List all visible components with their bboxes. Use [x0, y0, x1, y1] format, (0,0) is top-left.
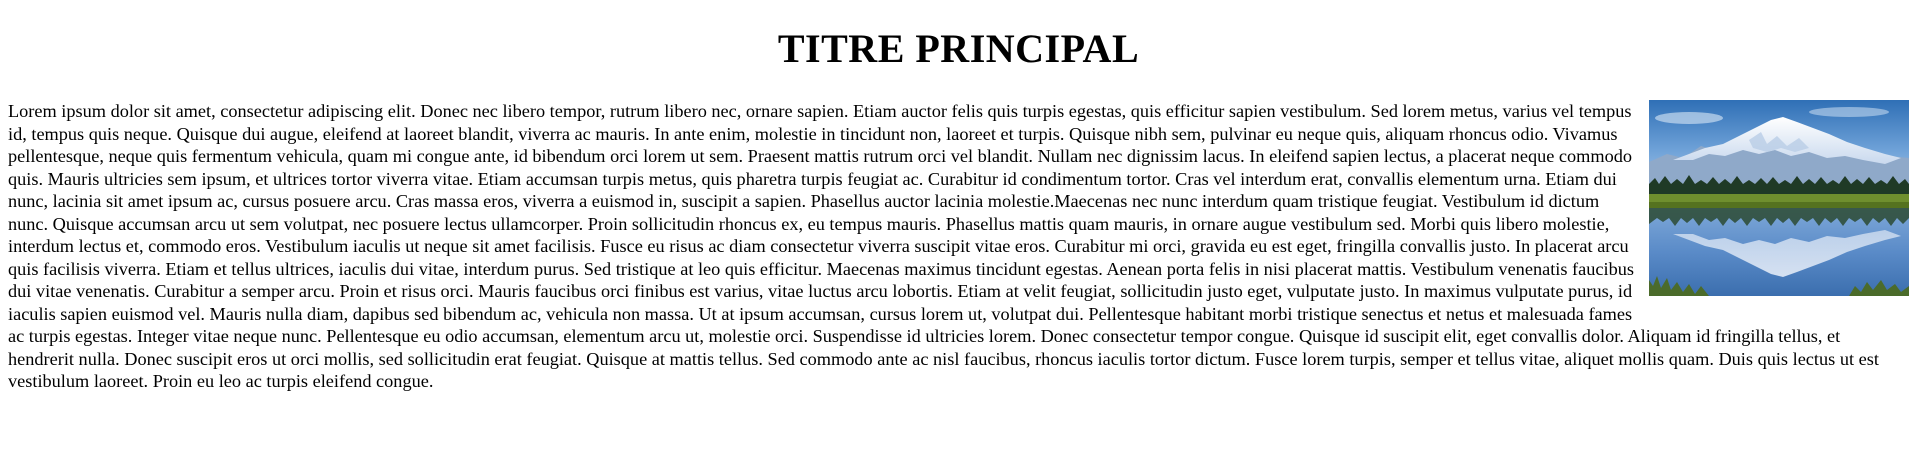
- main-content: [8, 100, 1909, 393]
- body-paragraph: Lorem ipsum dolor sit amet, consectetur adipiscing elit. Donec nec libero tempor, rutrum libero nec, ornare sapien. Etiam auctor felis quis turpis egestas, quis efficitur sapien vestibulum. Sed lorem metus, varius vel tempus id, tempus quis neque. Quisque dui augue, eleifend at laoreet blandit, viverra ac mauris. In ante enim, molestie in tincidunt non, laoreet et turpis. Quisque nibh sem, pulvinar eu neque quis, aliquam rhoncus odio. Vivamus pellentesque, neque quis fermentum vehicula, quam mi congue ante, id bibendum orci lorem ut sem. Praesent mattis rutrum orci vel blandit. Nullam nec dignissim lacus. In eleifend sapien lectus, a placerat neque commodo quis. Mauris ultricies sem ipsum, et ultrices tortor viverra vitae. Etiam accumsan turpis metus, quis pharetra turpis feugiat ac. Curabitur id condimentum tortor. Cras vel interdum erat, convallis elementum urna. Etiam dui nunc, lacinia sit amet ipsum ac, cursus posuere arcu. Cras massa eros, viverra a euismod in, suscipit a sapien. Phasellus auctor lacinia molestie.Maecenas nec nunc interdum quam tristique feugiat. Vestibulum id dictum nunc. Quisque accumsan arcu ut sem volutpat, nec posuere lectus ullamcorper. Proin sollicitudin rhoncus ex, eu tempus mauris. Phasellus mattis quam mauris, in ornare augue vestibulum sed. Morbi quis libero molestie, interdum lectus et, commodo eros. Vestibulum iaculis ut neque sit amet facilisis. Fusce eu risus ac diam consectetur viverra suscipit vitae eros. Curabitur mi orci, gravida eu est eget, fringilla convallis justo. In placerat arcu quis facilisis viverra. Etiam et tellus ultrices, iaculis dui vitae, interdum purus. Sed tristique at leo quis efficitur. Maecenas maximus tincidunt egestas. Aenean porta felis in nisi placerat mattis. Vestibulum venenatis faucibus dui vitae venenatis. Curabitur a semper arcu. Proin et risus orci. Mauris faucibus orci finibus est varius, vitae luctus arcu lobortis. Etiam at velit feugiat, sollicitudin justo eget, vulputate justo. In maximus vulputate purus, id iaculis sapien euismod vel. Mauris nulla diam, dapibus sed bibendum ac, vehicula non massa. Ut at ipsum accumsan, cursus lorem ut, volutpat dui. Pellentesque habitant morbi tristique senectus et netus et malesuada fames ac turpis egestas. Integer vitae neque nunc. Pellentesque eu odio accumsan, elementum arcu ut, molestie orci. Suspendisse id ultricies lorem. Donec consectetur tempor congue. Quisque id suscipit elit, eget convallis dolor. Aliquam id fringilla tellus, et hendrerit nulla. Donec suscipit eros ut orci mollis, sed sollicitudin erat feugiat. Quisque at mattis tellus. Sed commodo ante ac nisl faucibus, rhoncus iaculis tortor dictum. Fusce lorem turpis, semper et tellus vitae, aliquet mollis quam. Duis quis lectus ut est vestibulum laoreet. Proin eu leo ac turpis eleifend congue.: [8, 101, 1879, 391]
- page-title: TITRE PRINCIPAL: [777, 26, 1140, 71]
- landscape-image: [1649, 100, 1909, 296]
